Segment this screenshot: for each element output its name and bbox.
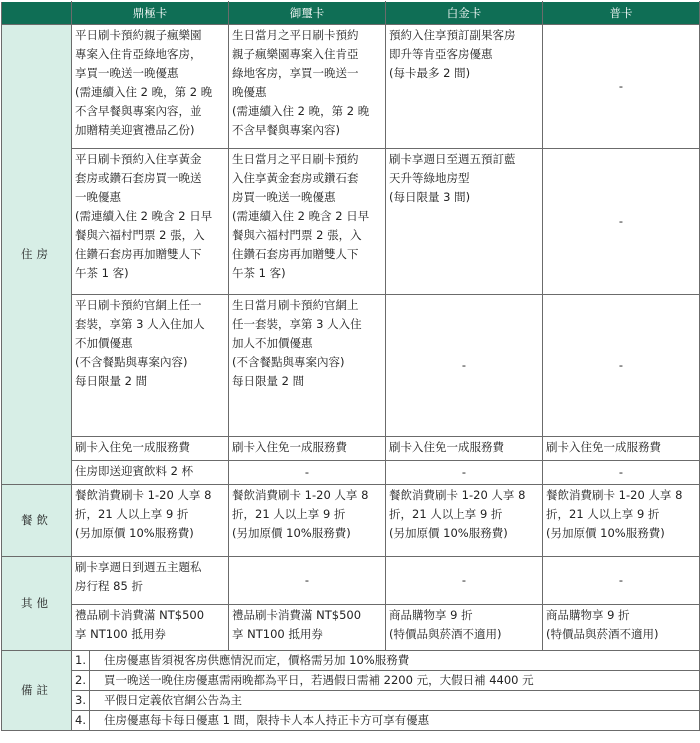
note-item: [72, 711, 699, 730]
housing-cell: -: [543, 25, 700, 149]
note-text: 住房優惠每卡每日優惠 1 間，限持卡人本人持正卡方可享有優惠: [104, 713, 430, 727]
header-infinite-card: 鼎極卡: [72, 2, 229, 25]
housing-row-4: [2, 437, 700, 461]
note-number: 4.: [72, 711, 90, 730]
housing-cell: 生日當月刷卡預約官網上 任一套裝，享第 3 人入住 加人不加價優惠 (不含餐點與專案內容) 每日限量 2 間: [229, 295, 386, 437]
other-row-2: [2, 605, 700, 651]
housing-cell: 刷卡入住免一成服務費: [543, 437, 700, 461]
housing-cell: 刷卡入住免一成服務費: [72, 437, 229, 461]
housing-row-1: [2, 25, 700, 149]
header-corner: [2, 2, 72, 25]
note-number: 2.: [72, 671, 90, 690]
housing-cell: 平日刷卡預約親子瘋樂園 專案入住肯亞綠地客房， 享買一晚送一晚優惠 (需連續入住 2 晚，第 2 晚 不含早餐與專案內容，並 加贈精美迎賓禮品乙份): [72, 25, 229, 149]
header-signature-card: 御璽卡: [229, 2, 386, 25]
housing-row-3: [2, 295, 700, 437]
housing-cell: 平日刷卡預約入住享黃金 套房或鑽石套房買一晚送 一晚優惠 (需連續入住 2 晚含 2 日早 餐與六福村門票 2 張，入 住鑽石套房再加贈雙人下 午茶 1 客): [72, 149, 229, 295]
other-cell: 刷卡享週日到週五主題私 房行程 85 折: [72, 557, 229, 605]
housing-cell: 刷卡入住免一成服務費: [386, 437, 543, 461]
note-item: [72, 651, 699, 671]
header-row: [2, 2, 700, 25]
other-cell: -: [386, 557, 543, 605]
housing-row-2: [2, 149, 700, 295]
dining-row: [2, 485, 700, 557]
note-item: [72, 671, 699, 691]
category-housing: 住房: [2, 25, 72, 485]
other-cell: 商品購物享 9 折 (特價品與菸酒不適用): [543, 605, 700, 651]
note-text: 買一晚送一晚住房優惠需兩晚都為平日，若遇假日需補 2200 元，大假日補 4400 元: [104, 673, 534, 687]
other-cell: 禮品刷卡消費滿 NT$500 享 NT100 抵用券: [72, 605, 229, 651]
housing-row-5: [2, 461, 700, 485]
housing-cell: -: [543, 295, 700, 437]
housing-cell: -: [386, 461, 543, 485]
header-platinum-card: 白金卡: [386, 2, 543, 25]
housing-cell: -: [543, 149, 700, 295]
housing-cell: -: [386, 295, 543, 437]
other-cell: -: [543, 557, 700, 605]
housing-cell: 平日刷卡預約官網上任一 套裝，享第 3 人入住加人 不加價優惠 (不含餐點與專案內容) 每日限量 2 間: [72, 295, 229, 437]
category-other: 其他: [2, 557, 72, 651]
notes-row: [2, 651, 700, 731]
other-cell: 商品購物享 9 折 (特價品與菸酒不適用): [386, 605, 543, 651]
housing-cell: 刷卡入住免一成服務費: [229, 437, 386, 461]
housing-cell: 生日當月之平日刷卡預約 入住享黃金套房或鑽石套 房買一晚送一晚優惠 (需連續入住 2 晚含 2 日早 餐與六福村門票 2 張，入 住鑽石套房再加贈雙人下 午茶 1 客): [229, 149, 386, 295]
note-number: 3.: [72, 691, 90, 710]
housing-cell: -: [543, 461, 700, 485]
note-number: 1.: [72, 651, 90, 670]
housing-cell: 刷卡享週日至週五預訂藍 天升等綠地房型 (每日限量 3 間): [386, 149, 543, 295]
housing-cell: -: [229, 461, 386, 485]
category-dining: 餐飲: [2, 485, 72, 557]
dining-cell: 餐飲消費刷卡 1-20 人享 8 折，21 人以上享 9 折 (另加原價 10%服務費): [229, 485, 386, 557]
dining-cell: 餐飲消費刷卡 1-20 人享 8 折，21 人以上享 9 折 (另加原價 10%服務費): [543, 485, 700, 557]
dining-cell: 餐飲消費刷卡 1-20 人享 8 折，21 人以上享 9 折 (另加原價 10%服務費): [386, 485, 543, 557]
benefits-table: [1, 1, 700, 731]
other-cell: 禮品刷卡消費滿 NT$500 享 NT100 抵用券: [229, 605, 386, 651]
note-text: 平假日定義依官網公告為主: [104, 693, 242, 707]
note-item: [72, 691, 699, 711]
housing-cell: 生日當月之平日刷卡預約 親子瘋樂園專案入住肯亞 綠地客房，享買一晚送一 晚優惠 (需連續入住 2 晚，第 2 晚 不含早餐與專案內容): [229, 25, 386, 149]
category-notes: 備註: [2, 651, 72, 731]
dining-cell: 餐飲消費刷卡 1-20 人享 8 折，21 人以上享 9 折 (另加原價 10%服務費): [72, 485, 229, 557]
housing-cell: 住房即送迎賓飲料 2 杯: [72, 461, 229, 485]
housing-cell: 預約入住享預訂副果客房 即升等肯亞客房優惠 (每卡最多 2 間): [386, 25, 543, 149]
other-cell: -: [229, 557, 386, 605]
header-classic-card: 普卡: [543, 2, 700, 25]
notes-list: [72, 651, 700, 731]
other-row-1: [2, 557, 700, 605]
note-text: 住房優惠皆須視客房供應情況而定，價格需另加 10%服務費: [104, 653, 410, 667]
